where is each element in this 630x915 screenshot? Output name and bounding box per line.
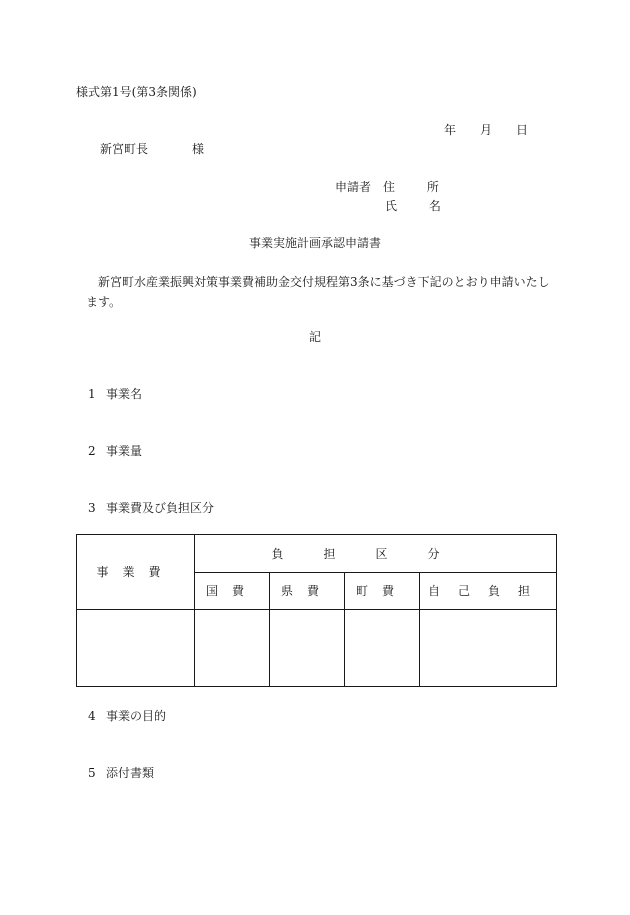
date-month: 月 [480, 123, 493, 137]
address-label: 住 所 [383, 180, 453, 194]
cell-self[interactable] [420, 610, 557, 687]
item-label: 事業名 [106, 387, 143, 401]
item-number: 1 [88, 387, 96, 401]
name-label: 氏 名 [385, 199, 455, 213]
item-attachments [88, 767, 154, 779]
date-day: 日 [516, 123, 529, 137]
item-project-volume [88, 445, 142, 457]
date-line [444, 124, 528, 136]
addressee-name: 新宮町長 [100, 142, 149, 156]
applicant-address-line [335, 181, 453, 193]
body-paragraph: 新宮町水産業振興対策事業費補助金交付規程第3条に基づき下記のとおり申請いたします。 [86, 275, 550, 309]
header-self: 自己負担 [420, 573, 557, 610]
ki-heading: 記 [308, 330, 321, 344]
form-number: 様式第1号(第3条関係) [76, 85, 197, 99]
cost-burden-table [76, 534, 557, 687]
addressee [100, 143, 204, 155]
applicant-label: 申請者 [335, 180, 372, 194]
header-town: 町費 [345, 573, 420, 610]
item-project-name [88, 388, 142, 400]
item-number: 4 [88, 709, 96, 723]
item-number: 5 [88, 766, 96, 780]
item-number: 2 [88, 444, 96, 458]
cell-town[interactable] [345, 610, 420, 687]
item-label: 事業の目的 [106, 709, 167, 723]
item-label: 事業量 [106, 444, 143, 458]
addressee-honorific: 様 [192, 142, 205, 156]
item-label: 添付書類 [106, 766, 155, 780]
header-burden-division: 負担区分 [195, 535, 557, 573]
header-project-cost: 事業費 [77, 535, 195, 610]
item-label: 事業費及び負担区分 [106, 501, 215, 515]
item-number: 3 [88, 501, 96, 515]
cell-national[interactable] [195, 610, 270, 687]
header-national: 国費 [195, 573, 270, 610]
item-cost-burden [88, 502, 214, 514]
document-title: 事業実施計画承認申請書 [248, 236, 381, 250]
cell-prefectural[interactable] [270, 610, 345, 687]
header-prefectural: 県費 [270, 573, 345, 610]
date-year: 年 [444, 123, 457, 137]
item-purpose [88, 710, 166, 722]
cell-project-cost[interactable] [77, 610, 195, 687]
